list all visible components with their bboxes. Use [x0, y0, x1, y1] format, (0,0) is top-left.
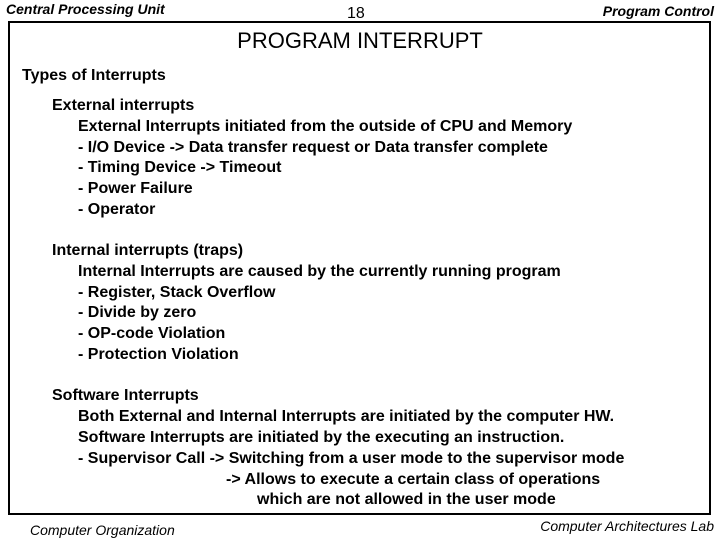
external-item: - Power Failure [78, 180, 193, 197]
header-topic-label: Program Control [602, 3, 714, 19]
software-interrupts-line: Software Interrupts are initiated by the executing an instruction. [78, 429, 565, 446]
software-interrupts-line: - Supervisor Call -> Switching from a user mode to the supervisor mode [78, 450, 625, 467]
header-course-label: Central Processing Unit [6, 1, 165, 17]
external-interrupts-description: External Interrupts initiated from the outside of CPU and Memory [78, 118, 573, 135]
internal-item: - Divide by zero [78, 304, 197, 321]
software-interrupts-line: which are not allowed in the user mode [257, 491, 556, 508]
footer-course-label: Computer Organization [30, 522, 175, 538]
external-item: - I/O Device -> Data transfer request or Data transfer complete [78, 139, 548, 156]
software-interrupts-line: -> Allows to execute a certain class of operations [226, 471, 601, 488]
section-heading: Types of Interrupts [22, 67, 166, 84]
external-item: - Operator [78, 201, 156, 218]
internal-item: - Register, Stack Overflow [78, 284, 276, 301]
slide-title: PROGRAM INTERRUPT [237, 28, 483, 53]
internal-interrupts-title: Internal interrupts (traps) [52, 242, 244, 259]
footer-lab-label: Computer Architectures Lab [540, 518, 714, 534]
software-interrupts-line: Both External and Internal Interrupts are initiated by the computer HW. [78, 408, 615, 425]
external-interrupts-title: External interrupts [52, 97, 195, 114]
software-interrupts-title: Software Interrupts [52, 387, 199, 404]
page-number: 18 [347, 5, 365, 22]
internal-interrupts-description: Internal Interrupts are caused by the currently running program [78, 263, 561, 280]
external-item: - Timing Device -> Timeout [78, 159, 282, 176]
internal-item: - Protection Violation [78, 346, 239, 363]
internal-item: - OP-code Violation [78, 325, 226, 342]
